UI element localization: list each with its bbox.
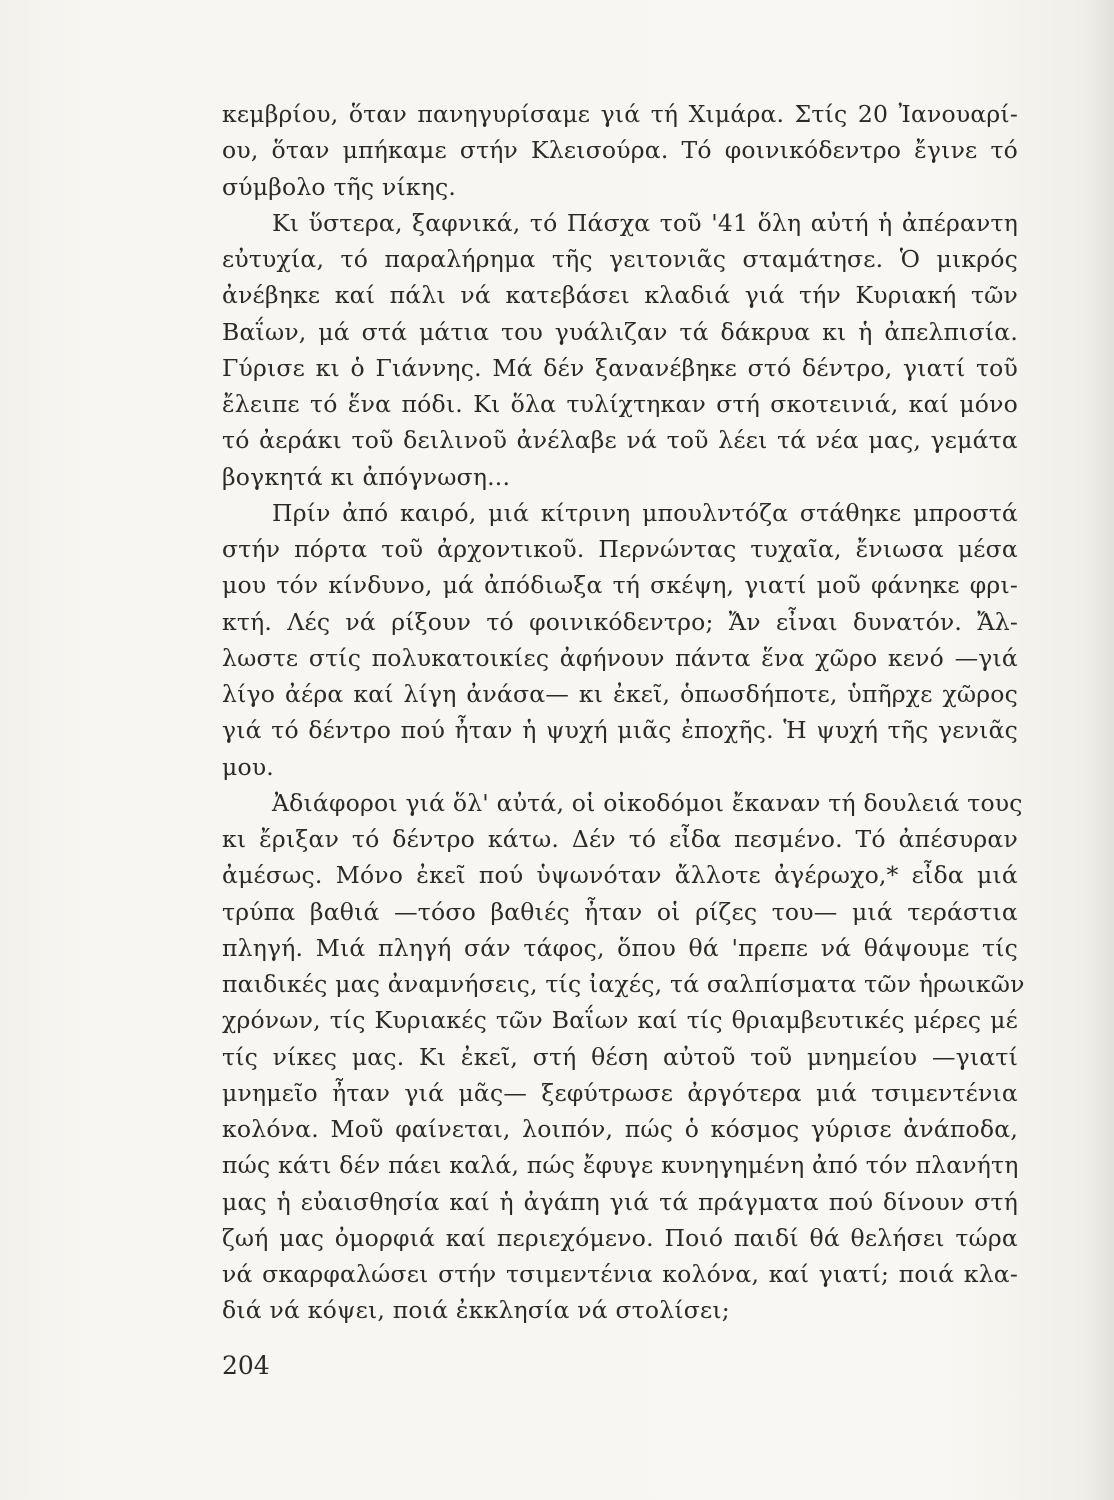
text-line: πώς κάτι δέν πάει καλά, πώς ἔφυγε κυνηγημένη ἀπό τόν πλανήτη xyxy=(222,1151,1019,1180)
text-line: ου, ὅταν μπήκαμε στήν Κλεισούρα. Τό φοινικόδεντρο ἔγινε τό xyxy=(222,136,1018,165)
page-number: 204 xyxy=(222,1351,270,1380)
text-line: μου. xyxy=(222,752,274,781)
text-line: τρύπα βαθιά —τόσο βαθιές ἦταν οἱ ρίζες του— μιά τεράστια xyxy=(222,897,1018,926)
text-line: Ἀδιάφοροι γιά ὅλ' αὐτά, οἱ οἰκοδόμοι ἔκαναν τή δουλειά τους xyxy=(272,788,1023,817)
text-line: κολόνα. Μοῦ φαίνεται, λοιπόν, πώς ὁ κόσμος γύρισε ἀνάποδα, xyxy=(222,1115,1018,1143)
text-line: εὐτυχία, τό παραλήρημα τῆς γειτονιᾶς σταμάτησε. Ὁ μικρός xyxy=(222,245,1018,273)
text-line: ἔλειπε τό ἕνα πόδι. Κι ὅλα τυλίχτηκαν στή σκοτεινιά, καί μόνο xyxy=(222,390,1018,418)
text-line: Πρίν ἀπό καιρό, μιά κίτρινη μπουλντόζα στάθηκε μπροστά xyxy=(272,498,1018,527)
text-line: ἀμέσως. Μόνο ἐκεῖ πού ὑψωνόταν ἄλλοτε ἀγέρωχο,* εἶδα μιά xyxy=(222,861,1018,890)
text-line: τίς νίκες μας. Κι ἐκεῖ, στή θέση αὐτοῦ τοῦ μνημείου —γιατί xyxy=(222,1042,1018,1071)
text-line: σύμβολο τῆς νίκης. xyxy=(222,172,457,201)
text-line: ἀνέβηκε καί πάλι νά κατεβάσει κλαδιά γιά τήν Κυριακή τῶν xyxy=(222,281,1018,310)
text-line: χρόνων, τίς Κυριακές τῶν Βαΐων καί τίς θριαμβευτικές μέρες μέ xyxy=(222,1006,1018,1035)
text-line: Γύρισε κι ὁ Γιάννης. Μά δέν ξανανέβηκε στό δέντρο, γιατί τοῦ xyxy=(222,353,1018,382)
text-line: κι ἔριξαν τό δέντρο κάτω. Δέν τό εἶδα πεσμένο. Τό ἀπέσυραν xyxy=(222,825,1018,853)
text-line: στήν πόρτα τοῦ ἀρχοντικοῦ. Περνώντας τυχαῖα, ἔνιωσα μέσα xyxy=(222,535,1018,563)
text-line: βογκητά κι ἀπόγνωση... xyxy=(222,462,511,491)
text-line: τό ἀεράκι τοῦ δειλινοῦ ἀνέλαβε νά τοῦ λέει τά νέα μας, γεμάτα xyxy=(222,426,1018,455)
text-line: μας ἡ εὐαισθησία καί ἡ ἀγάπη γιά τά πράγματα πού δίνουν στή xyxy=(222,1187,1018,1216)
text-line: παιδικές μας ἀναμνήσεις, τίς ἰαχές, τά σαλπίσματα τῶν ἡρωικῶν xyxy=(222,970,1025,998)
text-line: νά σκαρφαλώσει στήν τσιμεντένια κολόνα, καί γιατί; ποιά κλα- xyxy=(222,1260,1018,1288)
text-line: λωστε στίς πολυκατοικίες ἀφήνουν πάντα ἕνα χῶρο κενό —γιά xyxy=(222,643,1018,672)
text-line: Βαΐων, μά στά μάτια του γυάλιζαν τά δάκρυα κι ἡ ἀπελπισία. xyxy=(222,317,1018,346)
paragraph-2 xyxy=(222,205,1018,495)
paragraph-4 xyxy=(222,785,1025,1329)
text-line: πληγή. Μιά πληγή σάν τάφος, ὅπου θά 'πρεπε νά θάψουμε τίς xyxy=(222,933,1018,962)
text-line: μου τόν κίνδυνο, μά ἀπόδιωξα τή σκέψη, γιατί μοῦ φάνηκε φρι- xyxy=(222,571,1018,600)
text-line: Κι ὕστερα, ξαφνικά, τό Πάσχα τοῦ '41 ὅλη αὐτή ἡ ἀπέραντη xyxy=(272,208,1018,237)
text-line: κτή. Λές νά ρίξουν τό φοινικόδεντρο; Ἄν εἶναι δυνατόν. Ἄλ- xyxy=(222,607,1018,636)
text-line: λίγο ἀέρα καί λίγη ἀνάσα— κι ἐκεῖ, ὁπωσδήποτε, ὑπῆρχε χῶρος xyxy=(222,680,1018,708)
paragraph-1 xyxy=(222,96,1018,205)
text-line: διά νά κόψει, ποιά ἐκκλησία νά στολίσει; xyxy=(222,1296,730,1325)
text-line: μνημεῖο ἦταν γιά μᾶς— ξεφύτρωσε ἀργότερα μιά τσιμεντένια xyxy=(222,1078,1018,1107)
page-edge-shadow xyxy=(1084,0,1114,1500)
text-line: γιά τό δέντρο πού ἦταν ἡ ψυχή μιᾶς ἐποχῆς. Ἡ ψυχή τῆς γενιᾶς xyxy=(222,716,1018,745)
text-line: κεμβρίου, ὅταν πανηγυρίσαμε γιά τή Χιμάρα. Στίς 20 Ἰανουαρί- xyxy=(222,100,1018,128)
text-line: ζωή μας ὀμορφιά καί περιεχόμενο. Ποιό παιδί θά θελήσει τώρα xyxy=(222,1223,1018,1252)
paragraph-3 xyxy=(222,495,1018,785)
body-text xyxy=(222,96,1025,1329)
